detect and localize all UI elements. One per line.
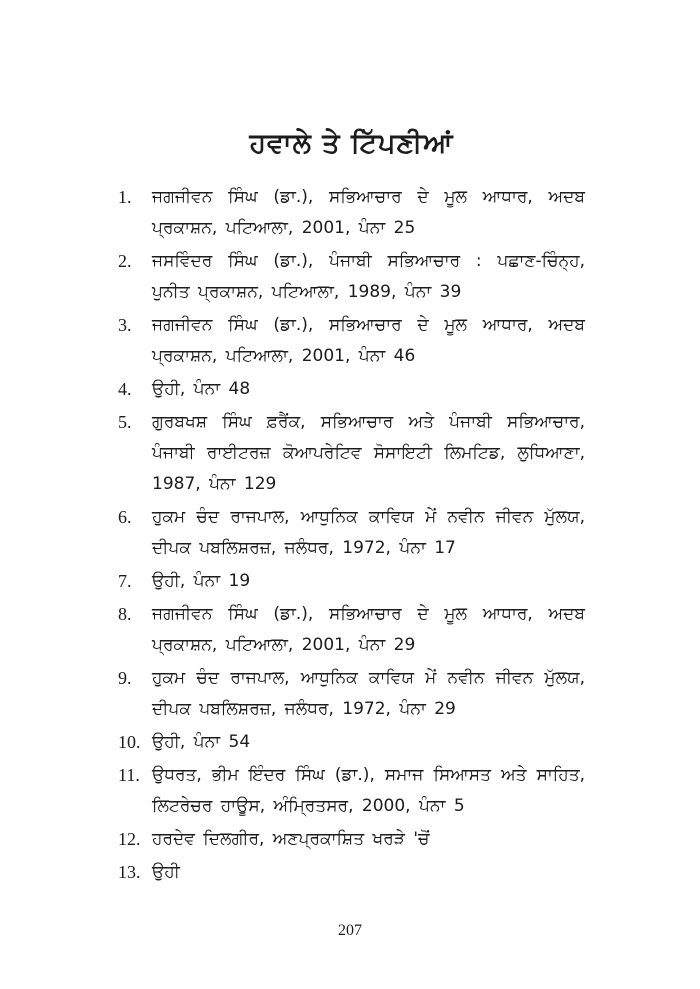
reference-item	[118, 727, 585, 758]
reference-number: 8.	[118, 604, 132, 624]
reference-number: 6.	[118, 507, 132, 527]
reference-text: ਹੁਕਮ ਚੰਦ ਰਾਜਪਾਲ, ਆਧੁਨਿਕ ਕਾਵਿਯ ਮੇਂ ਨਵੀਨ ਜੀਵਨ ਮੁੱਲਯ, ਦੀਪਕ ਪਬਲਿਸ਼ਰਜ਼, ਜਲੰਧਰ, 1972, ਪੰਨਾ 29	[152, 668, 585, 719]
reference-number: 5.	[118, 412, 132, 432]
reference-text: ਹੁਕਮ ਚੰਦ ਰਾਜਪਾਲ, ਆਧੁਨਿਕ ਕਾਵਿਯ ਮੇਂ ਨਵੀਨ ਜੀਵਨ ਮੁੱਲਯ, ਦੀਪਕ ਪਬਲਿਸ਼ਰਜ਼, ਜਲੰਧਰ, 1972, ਪੰਨਾ 17	[152, 507, 585, 558]
reference-text: ਜਗਜੀਵਨ ਸਿੰਘ (ਡਾ.), ਸਭਿਆਚਾਰ ਦੇ ਮੂਲ ਆਧਾਰ, ਅਦਬ ਪ੍ਰਕਾਸ਼ਨ, ਪਟਿਆਲਾ, 2001, ਪੰਨਾ 25	[152, 187, 585, 238]
page-title: ਹਵਾਲੇ ਤੇ ਟਿੱਪਣੀਆਂ	[249, 128, 454, 159]
reference-number: 3.	[118, 315, 132, 335]
reference-text: ਉਧਰਤ, ਭੀਮ ਇੰਦਰ ਸਿੰਘ (ਡਾ.), ਸਮਾਜ ਸਿਆਸਤ ਅਤੇ ਸਾਹਿਤ, ਲਿਟਰੇਚਰ ਹਾਊਸ, ਅੰਮ੍ਰਿਤਸਰ, 2000, ਪੰਨਾ 5	[152, 765, 585, 816]
reference-number: 4.	[118, 379, 132, 399]
reference-text: ਉਹੀ, ਪੰਨਾ 54	[152, 732, 251, 752]
reference-item	[118, 374, 585, 405]
reference-number: 12.	[118, 829, 141, 849]
reference-item	[118, 599, 585, 661]
reference-number: 7.	[118, 571, 132, 591]
reference-text: ਉਹੀ, ਪੰਨਾ 48	[152, 379, 251, 399]
reference-text: ਗੁਰਬਖਸ਼ ਸਿੰਘ ਫ਼ਰੈਂਕ, ਸਭਿਆਚਾਰ ਅਤੇ ਪੰਜਾਬੀ ਸਭਿਆਚਾਰ, ਪੰਜਾਬੀ ਰਾਈਟਰਜ਼ ਕੋਆਪਰੇਟਿਵ ਸੋਸਾਇਟੀ ਲਿਮਟਿਡ, ਲੁਧਿਆਣਾ, 1987, ਪੰਨਾ 129	[152, 412, 585, 494]
reference-number: 1.	[118, 187, 132, 207]
reference-text: ਹਰਦੇਵ ਦਿਲਗੀਰ, ਅਣਪ੍ਰਕਾਸ਼ਿਤ ਖਰੜੇ 'ਚੋਂ	[152, 829, 430, 849]
reference-item	[118, 310, 585, 372]
reference-item	[118, 566, 585, 597]
reference-text: ਉਹੀ, ਪੰਨਾ 19	[152, 571, 251, 591]
reference-item	[118, 182, 585, 244]
reference-item	[118, 502, 585, 564]
reference-text: ਉਹੀ	[152, 862, 180, 882]
reference-item	[118, 760, 585, 822]
reference-item	[118, 246, 585, 308]
references-list	[118, 182, 585, 888]
reference-number: 13.	[118, 862, 141, 882]
reference-item	[118, 824, 585, 855]
reference-number: 11.	[118, 765, 140, 785]
reference-item	[118, 857, 585, 888]
reference-item	[118, 407, 585, 500]
reference-text: ਜਗਜੀਵਨ ਸਿੰਘ (ਡਾ.), ਸਭਿਆਚਾਰ ਦੇ ਮੂਲ ਆਧਾਰ, ਅਦਬ ਪ੍ਰਕਾਸ਼ਨ, ਪਟਿਆਲਾ, 2001, ਪੰਨਾ 46	[152, 315, 585, 366]
reference-number: 9.	[118, 668, 132, 688]
reference-text: ਜਗਜੀਵਨ ਸਿੰਘ (ਡਾ.), ਸਭਿਆਚਾਰ ਦੇ ਮੂਲ ਆਧਾਰ, ਅਦਬ ਪ੍ਰਕਾਸ਼ਨ, ਪਟਿਆਲਾ, 2001, ਪੰਨਾ 29	[152, 604, 585, 655]
reference-number: 10.	[118, 732, 141, 752]
reference-number: 2.	[118, 251, 132, 271]
reference-text: ਜਸਵਿੰਦਰ ਸਿੰਘ (ਡਾ.), ਪੰਜਾਬੀ ਸਭਿਆਚਾਰ : ਪਛਾਣ-ਚਿੰਨ੍ਹ, ਪੁਨੀਤ ਪ੍ਰਕਾਸ਼ਨ, ਪਟਿਆਲਾ, 1989, ਪੰਨਾ 39	[152, 251, 585, 302]
reference-item	[118, 663, 585, 725]
page-number: 207	[338, 922, 362, 939]
